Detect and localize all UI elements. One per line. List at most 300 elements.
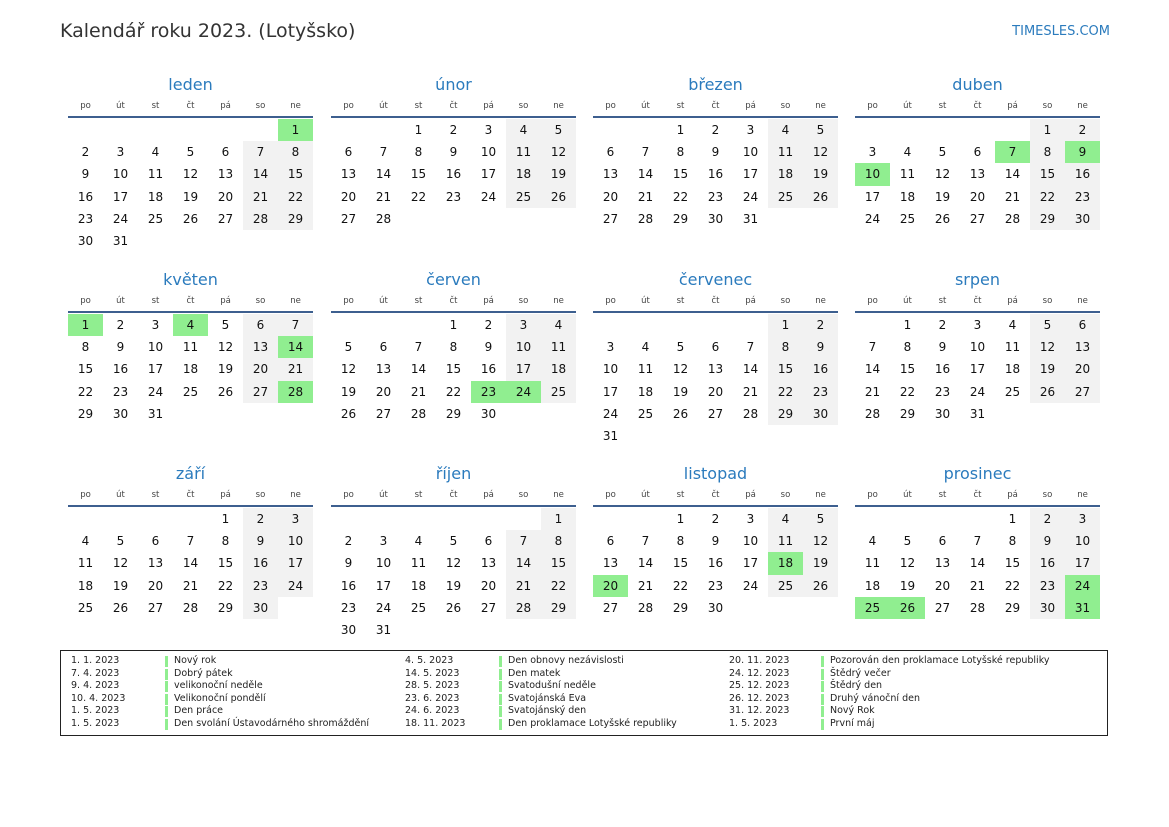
day-cell: 9: [803, 336, 838, 358]
holiday-day-cell: 24: [506, 381, 541, 403]
day-cell: 15: [217, 556, 234, 571]
day-cell: 11: [899, 167, 916, 182]
day-cell: 14: [864, 362, 881, 377]
day-cell: 21: [506, 575, 541, 597]
day-cell: 17: [112, 189, 129, 204]
day-cell: 23: [1030, 575, 1065, 597]
day-grid: [855, 507, 1100, 619]
day-cell: 6: [243, 314, 278, 336]
legend-date: 7. 4. 2023: [71, 667, 120, 679]
day-cell: 14: [637, 167, 654, 182]
month-name: březen: [688, 75, 743, 94]
day-cell: 25: [541, 381, 576, 403]
day-cell: 10: [742, 534, 759, 549]
day-cell: 5: [938, 145, 947, 160]
day-cell: 22: [445, 384, 462, 399]
weekday-label: po: [80, 490, 91, 500]
day-cell: 29: [672, 211, 689, 226]
day-cell: 17: [278, 552, 313, 574]
day-grid: [68, 118, 313, 252]
day-cell: 2: [344, 534, 353, 549]
weekday-label: ne: [290, 296, 301, 306]
day-cell: 4: [414, 534, 423, 549]
day-cell: 1: [1030, 119, 1065, 141]
day-cell: 21: [637, 189, 654, 204]
weekday-label: út: [379, 296, 388, 306]
day-cell: 23: [707, 578, 724, 593]
empty-day-cell: [401, 314, 436, 336]
legend-color-marker: [499, 694, 502, 705]
day-cell: 13: [340, 167, 357, 182]
day-cell: 27: [707, 406, 724, 421]
day-cell: 16: [707, 167, 724, 182]
day-cell: 20: [340, 189, 357, 204]
legend-color-marker: [165, 719, 168, 730]
day-cell: 29: [899, 406, 916, 421]
day-cell: 22: [1004, 578, 1021, 593]
day-cell: 21: [182, 578, 199, 593]
day-cell: 5: [541, 119, 576, 141]
day-cell: 5: [803, 119, 838, 141]
day-cell: 22: [217, 578, 234, 593]
month-calendar: [331, 269, 576, 425]
day-cell: 10: [278, 530, 313, 552]
day-cell: 14: [182, 556, 199, 571]
day-cell: 29: [672, 600, 689, 615]
day-cell: 8: [903, 340, 912, 355]
weekday-header: [855, 485, 1100, 507]
day-cell: 27: [1065, 381, 1100, 403]
day-cell: 18: [899, 189, 916, 204]
weekday-label: út: [903, 490, 912, 500]
legend-color-marker: [821, 681, 824, 692]
day-cell: 29: [445, 406, 462, 421]
weekday-label: po: [867, 101, 878, 111]
legend-date: 1. 1. 2023: [71, 655, 120, 666]
weekday-label: ne: [815, 490, 826, 500]
legend-color-marker: [165, 706, 168, 717]
day-cell: 29: [278, 208, 313, 230]
month-name: prosinec: [943, 464, 1012, 483]
holiday-day-cell: 31: [1065, 597, 1100, 619]
weekday-label: po: [343, 490, 354, 500]
day-cell: 16: [1065, 163, 1100, 185]
day-cell: 18: [77, 578, 94, 593]
day-cell: 4: [151, 145, 160, 160]
day-cell: 9: [116, 340, 125, 355]
day-cell: 3: [151, 318, 160, 332]
day-cell: 28: [864, 406, 881, 421]
legend-holiday-name: Den proklamace Lotyšské republiky: [508, 717, 677, 729]
day-cell: 27: [602, 211, 619, 226]
day-grid: [68, 313, 313, 425]
day-cell: 3: [868, 145, 877, 160]
day-cell: 13: [480, 556, 497, 571]
day-cell: 14: [506, 552, 541, 574]
legend-holiday-name: Svatojánský den: [508, 705, 587, 717]
weekday-label: po: [605, 296, 616, 306]
legend-color-marker: [499, 706, 502, 717]
empty-day-cell: [138, 508, 173, 530]
empty-day-cell: [960, 119, 995, 141]
weekday-label: so: [1042, 101, 1053, 111]
day-cell: 11: [77, 556, 94, 571]
day-cell: 6: [938, 534, 947, 549]
day-cell: 26: [803, 186, 838, 208]
day-cell: 2: [243, 508, 278, 530]
legend-color-marker: [165, 656, 168, 667]
day-cell: 30: [803, 403, 838, 425]
day-cell: 11: [410, 556, 427, 571]
empty-day-cell: [628, 508, 663, 530]
page-title: Kalendář roku 2023. (Lotyšsko): [60, 20, 356, 42]
day-cell: 9: [711, 534, 720, 549]
day-cell: 3: [484, 123, 493, 137]
legend-holiday-name: Svatojánská Eva: [508, 692, 587, 704]
day-cell: 7: [746, 340, 755, 355]
weekday-label: so: [255, 101, 266, 111]
day-cell: 1: [449, 318, 458, 332]
day-cell: 4: [768, 119, 803, 141]
day-cell: 24: [969, 384, 986, 399]
legend-item: [405, 680, 677, 693]
holiday-day-cell: 7: [995, 141, 1030, 163]
day-cell: 16: [707, 556, 724, 571]
day-cell: 27: [375, 406, 392, 421]
day-cell: 4: [868, 534, 877, 549]
day-cell: 24: [112, 211, 129, 226]
day-cell: 23: [243, 575, 278, 597]
day-cell: 16: [934, 362, 951, 377]
day-cell: 10: [147, 340, 164, 355]
day-cell: 24: [864, 211, 881, 226]
weekday-label: so: [780, 490, 791, 500]
weekday-label: út: [379, 101, 388, 111]
day-cell: 27: [602, 600, 619, 615]
day-cell: 6: [973, 145, 982, 160]
day-cell: 11: [182, 340, 199, 355]
day-cell: 21: [864, 384, 881, 399]
weekday-header: [68, 291, 313, 313]
day-cell: 11: [768, 530, 803, 552]
empty-day-cell: [436, 508, 471, 530]
weekday-label: po: [80, 101, 91, 111]
holiday-day-cell: 26: [890, 597, 925, 619]
day-cell: 16: [112, 362, 129, 377]
legend-column: [71, 655, 369, 731]
day-cell: 24: [147, 384, 164, 399]
weekday-header: [855, 291, 1100, 313]
day-cell: 1: [768, 314, 803, 336]
day-cell: 11: [637, 362, 654, 377]
day-cell: 4: [1008, 318, 1017, 332]
day-cell: 7: [379, 145, 388, 160]
day-cell: 26: [934, 211, 951, 226]
day-cell: 25: [899, 211, 916, 226]
day-cell: 27: [934, 600, 951, 615]
day-cell: 17: [147, 362, 164, 377]
weekday-label: st: [151, 101, 160, 111]
empty-day-cell: [663, 314, 698, 336]
day-cell: 15: [768, 358, 803, 380]
weekday-label: pá: [220, 296, 231, 306]
weekday-label: út: [903, 101, 912, 111]
day-cell: 8: [541, 530, 576, 552]
day-cell: 9: [938, 340, 947, 355]
weekday-label: pá: [745, 101, 756, 111]
day-cell: 4: [506, 119, 541, 141]
day-cell: 26: [672, 406, 689, 421]
day-cell: 22: [77, 384, 94, 399]
weekday-header: [593, 291, 838, 313]
weekday-label: ne: [553, 296, 564, 306]
day-cell: 23: [445, 189, 462, 204]
day-cell: 31: [375, 622, 392, 637]
weekday-label: út: [116, 490, 125, 500]
day-cell: 5: [116, 534, 125, 549]
day-cell: 13: [375, 362, 392, 377]
day-cell: 26: [1030, 381, 1065, 403]
day-cell: 13: [147, 556, 164, 571]
day-cell: 18: [506, 163, 541, 185]
empty-day-cell: [925, 119, 960, 141]
legend-holiday-name: Druhý vánoční den: [830, 692, 920, 704]
weekday-label: so: [780, 296, 791, 306]
day-cell: 6: [606, 534, 615, 549]
day-cell: 25: [77, 600, 94, 615]
weekday-header: [68, 96, 313, 118]
day-cell: 7: [973, 534, 982, 549]
month-name: duben: [952, 75, 1003, 94]
day-cell: 2: [81, 145, 90, 160]
legend-item: [405, 655, 677, 668]
day-cell: 23: [340, 600, 357, 615]
day-cell: 3: [606, 340, 615, 355]
day-cell: 28: [243, 208, 278, 230]
day-cell: 7: [243, 141, 278, 163]
day-cell: 12: [541, 141, 576, 163]
day-cell: 17: [742, 556, 759, 571]
day-cell: 23: [77, 211, 94, 226]
month-calendar: [331, 74, 576, 230]
legend-date: 18. 11. 2023: [405, 717, 466, 729]
day-cell: 20: [707, 384, 724, 399]
day-cell: 2: [711, 123, 720, 137]
day-cell: 13: [602, 167, 619, 182]
day-cell: 26: [803, 575, 838, 597]
legend-date: 31. 12. 2023: [729, 705, 790, 717]
day-cell: 7: [506, 530, 541, 552]
legend-item: [729, 718, 1049, 731]
day-cell: 17: [375, 578, 392, 593]
weekday-label: čt: [186, 490, 195, 500]
weekday-label: st: [414, 490, 423, 500]
weekday-label: so: [518, 490, 529, 500]
month-calendar: [68, 463, 313, 619]
weekday-label: čt: [711, 490, 720, 500]
day-cell: 13: [602, 556, 619, 571]
weekday-label: st: [676, 296, 685, 306]
day-cell: 18: [637, 384, 654, 399]
day-cell: 9: [344, 556, 353, 571]
day-cell: 13: [707, 362, 724, 377]
weekday-label: čt: [973, 490, 982, 500]
day-cell: 6: [1065, 314, 1100, 336]
day-cell: 1: [676, 123, 685, 137]
legend-column: [729, 655, 1049, 731]
weekday-label: út: [379, 490, 388, 500]
legend-column: [405, 655, 677, 731]
legend-holiday-name: Svatodušní neděle: [508, 680, 596, 692]
day-cell: 26: [182, 211, 199, 226]
day-cell: 25: [147, 211, 164, 226]
weekday-label: čt: [973, 101, 982, 111]
day-cell: 9: [243, 530, 278, 552]
month-calendar: [855, 463, 1100, 619]
weekday-label: st: [414, 101, 423, 111]
weekday-label: pá: [483, 101, 494, 111]
day-cell: 30: [243, 597, 278, 619]
empty-day-cell: [208, 119, 243, 141]
legend-holiday-name: Pozorován den proklamace Lotyšské republiky: [830, 655, 1050, 666]
weekday-header: [68, 485, 313, 507]
day-cell: 7: [278, 314, 313, 336]
day-cell: 12: [340, 362, 357, 377]
day-cell: 11: [1004, 340, 1021, 355]
day-cell: 10: [742, 145, 759, 160]
weekday-label: so: [780, 101, 791, 111]
legend-item: [71, 693, 369, 706]
day-grid: [331, 507, 576, 641]
legend-color-marker: [499, 681, 502, 692]
day-cell: 28: [637, 600, 654, 615]
site-brand-link[interactable]: TIMESLES.COM: [1012, 24, 1110, 39]
day-cell: 29: [541, 597, 576, 619]
day-grid: [331, 118, 576, 230]
day-cell: 8: [278, 141, 313, 163]
day-cell: 19: [803, 163, 838, 185]
weekday-label: po: [80, 296, 91, 306]
weekday-label: st: [938, 101, 947, 111]
day-cell: 8: [1030, 141, 1065, 163]
day-cell: 15: [1004, 556, 1021, 571]
month-name: září: [175, 464, 206, 483]
day-cell: 5: [1030, 314, 1065, 336]
weekday-label: so: [1042, 490, 1053, 500]
day-cell: 7: [186, 534, 195, 549]
legend-color-marker: [821, 719, 824, 730]
legend-holiday-name: Den práce: [174, 705, 224, 717]
day-cell: 24: [742, 189, 759, 204]
day-cell: 3: [506, 314, 541, 336]
legend-item: [71, 705, 369, 718]
day-cell: 13: [1065, 336, 1100, 358]
weekday-label: út: [641, 490, 650, 500]
weekday-label: ne: [290, 490, 301, 500]
day-cell: 27: [969, 211, 986, 226]
month-calendar: [855, 74, 1100, 230]
weekday-label: po: [343, 296, 354, 306]
legend-color-marker: [165, 681, 168, 692]
legend-date: 24. 6. 2023: [405, 705, 460, 717]
day-cell: 29: [1030, 208, 1065, 230]
day-cell: 20: [602, 189, 619, 204]
day-cell: 17: [602, 384, 619, 399]
day-cell: 7: [641, 534, 650, 549]
day-cell: 15: [77, 362, 94, 377]
weekday-label: čt: [186, 101, 195, 111]
day-cell: 9: [1030, 530, 1065, 552]
legend-holiday-name: Den matek: [508, 667, 561, 679]
day-cell: 7: [414, 340, 423, 355]
day-cell: 17: [969, 362, 986, 377]
weekday-label: ne: [815, 101, 826, 111]
day-cell: 25: [410, 600, 427, 615]
day-cell: 13: [969, 167, 986, 182]
holiday-day-cell: 1: [68, 314, 103, 336]
day-cell: 6: [484, 534, 493, 549]
legend-date: 9. 4. 2023: [71, 680, 120, 692]
day-cell: 24: [278, 575, 313, 597]
day-cell: 15: [672, 167, 689, 182]
day-cell: 8: [221, 534, 230, 549]
day-cell: 31: [147, 406, 164, 421]
legend-date: 1. 5. 2023: [71, 705, 120, 717]
day-cell: 1: [414, 123, 423, 137]
day-cell: 19: [445, 578, 462, 593]
weekday-label: pá: [1007, 101, 1018, 111]
day-cell: 5: [186, 145, 195, 160]
empty-day-cell: [593, 508, 628, 530]
legend-date: 10. 4. 2023: [71, 692, 126, 704]
day-cell: 3: [278, 508, 313, 530]
weekday-header: [593, 96, 838, 118]
day-cell: 18: [1004, 362, 1021, 377]
month-calendar: [593, 463, 838, 619]
weekday-label: st: [676, 490, 685, 500]
month-name: srpen: [954, 270, 1001, 289]
day-cell: 17: [1065, 552, 1100, 574]
empty-day-cell: [855, 119, 890, 141]
holiday-day-cell: 1: [278, 119, 313, 141]
day-cell: 19: [934, 189, 951, 204]
day-cell: 28: [637, 211, 654, 226]
day-cell: 3: [746, 123, 755, 137]
day-cell: 19: [672, 384, 689, 399]
day-cell: 8: [1008, 534, 1017, 549]
day-cell: 29: [768, 403, 803, 425]
day-cell: 25: [637, 406, 654, 421]
legend-item: [71, 718, 369, 731]
day-cell: 17: [506, 358, 541, 380]
legend-color-marker: [165, 694, 168, 705]
day-cell: 18: [541, 358, 576, 380]
holiday-day-cell: 24: [1065, 575, 1100, 597]
legend-item: [405, 668, 677, 681]
day-cell: 4: [903, 145, 912, 160]
day-cell: 26: [217, 384, 234, 399]
day-cell: 28: [375, 211, 392, 226]
empty-day-cell: [995, 119, 1030, 141]
weekday-label: út: [116, 101, 125, 111]
day-cell: 18: [410, 578, 427, 593]
day-cell: 19: [112, 578, 129, 593]
day-cell: 25: [182, 384, 199, 399]
month-calendar: [593, 74, 838, 230]
weekday-label: po: [605, 490, 616, 500]
weekday-label: st: [938, 490, 947, 500]
weekday-label: so: [255, 296, 266, 306]
